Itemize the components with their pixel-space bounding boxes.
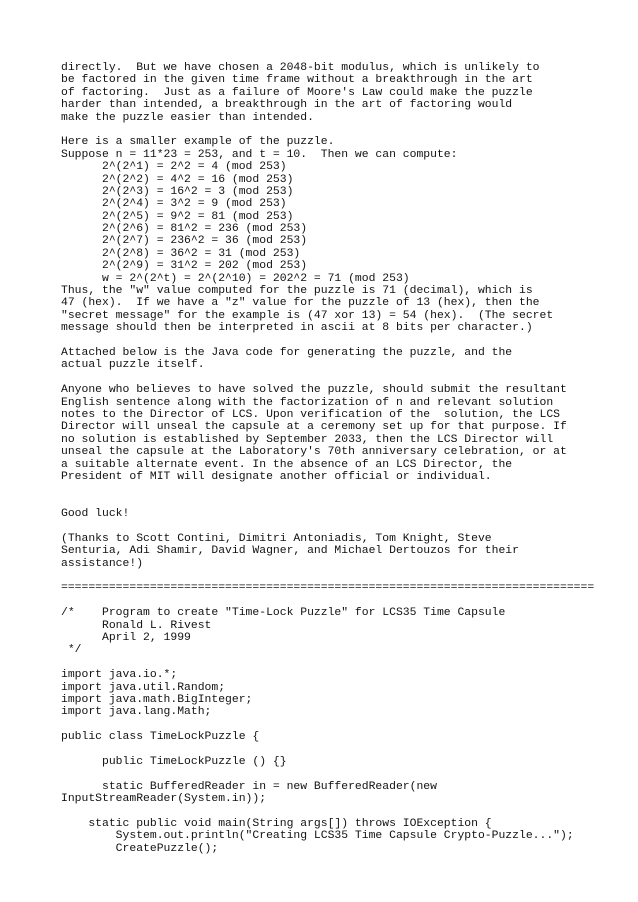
text-line: a suitable alternate event. In the absence of an LCS Director, the (61, 458, 513, 471)
text-line: Director will unseal the capsule at a ceremony set up for that purpose. If (61, 421, 567, 434)
text-line: 2^(2^7) = 236^2 = 36 (mod 253) (61, 235, 308, 248)
text-line: no solution is established by September 2033, then the LCS Director will (61, 433, 554, 446)
text-line: of factoring. Just as a failure of Moore's Law could make the puzzle (61, 86, 533, 99)
text-line: 2^(2^9) = 31^2 = 202 (mod 253) (61, 260, 308, 273)
text-line: harder than intended, a breakthrough in the art of factoring would (61, 99, 513, 112)
blank-line (61, 719, 621, 731)
text-line: 2^(2^3) = 16^2 = 3 (mod 253) (61, 185, 294, 198)
text-line: InputStreamReader(System.in)); (61, 793, 267, 806)
text-line: CreatePuzzle(); (61, 842, 219, 855)
document-page (61, 62, 621, 855)
blank-line (61, 496, 621, 508)
text-line: import java.math.BigInteger; (61, 693, 253, 706)
blank-line (61, 520, 621, 532)
text-line: actual puzzle itself. (61, 359, 205, 372)
text-line: English sentence along with the factorization of n and relevant solution (61, 396, 554, 409)
blank-line (61, 743, 621, 755)
text-line: Senturia, Adi Shamir, David Wagner, and Michael Dertouzos for their (61, 545, 519, 558)
text-line: /* Program to create "Time-Lock Puzzle" for LCS35 Time Capsule (61, 607, 506, 620)
text-line: 47 (hex). If we have a "z" value for the puzzle of 13 (hex), then the (61, 297, 540, 310)
blank-line (61, 595, 621, 607)
text-line: static BufferedReader in = new BufferedReader(new (61, 780, 437, 793)
blank-line (61, 372, 621, 384)
text-line: message should then be interpreted in ascii at 8 bits per character.) (61, 322, 533, 335)
text-line: import java.lang.Math; (61, 706, 212, 719)
text-line: President of MIT will designate another official or individual. (61, 470, 492, 483)
text-line: Ronald L. Rivest (61, 619, 212, 632)
text-line: */ (61, 644, 82, 657)
text-line: directly. But we have chosen a 2048-bit modulus, which is unlikely to (61, 62, 540, 74)
blank-line (61, 657, 621, 669)
text-line: 2^(2^2) = 4^2 = 16 (mod 253) (61, 173, 294, 186)
text-line: Attached below is the Java code for generating the puzzle, and the (61, 346, 513, 359)
blank-line (61, 570, 621, 582)
text-line: Suppose n = 11*23 = 253, and t = 10. Then we can compute: (61, 148, 458, 161)
text-line: Here is a smaller example of the puzzle. (61, 136, 335, 149)
text-line: make the puzzle easier than intended. (61, 111, 314, 124)
text-line: April 2, 1999 (61, 631, 191, 644)
text-line: notes to the Director of LCS. Upon verification of the solution, the LCS (61, 408, 560, 421)
text-line: (Thanks to Scott Contini, Dimitri Antoniadis, Tom Knight, Steve (61, 532, 492, 545)
text-line: import java.util.Random; (61, 681, 226, 694)
text-line: unseal the capsule at the Laboratory's 70th anniversary celebration, or at (61, 446, 567, 459)
text-line: 2^(2^4) = 3^2 = 9 (mod 253) (61, 198, 287, 211)
text-line: 2^(2^1) = 2^2 = 4 (mod 253) (61, 161, 287, 174)
text-line: 2^(2^6) = 81^2 = 236 (mod 253) (61, 223, 308, 236)
text-line: Thus, the "w" value computed for the puzzle is 71 (decimal), which is (61, 285, 533, 298)
text-line: System.out.println("Creating LCS35 Time Capsule Crypto-Puzzle..."); (61, 830, 574, 843)
text-line: static public void main(String args[]) throws IOException { (61, 817, 492, 830)
text-line: 2^(2^5) = 9^2 = 81 (mod 253) (61, 210, 294, 223)
text-line: Anyone who believes to have solved the puzzle, should submit the resultant (61, 384, 567, 397)
text-line: "secret message" for the example is (47 xor 13) = 54 (hex). (The secret (61, 309, 554, 322)
text-line: be factored in the given time frame without a breakthrough in the art (61, 74, 533, 87)
text-line: 2^(2^8) = 36^2 = 31 (mod 253) (61, 247, 301, 260)
blank-line (61, 335, 621, 347)
text-line: w = 2^(2^t) = 2^(2^10) = 202^2 = 71 (mod 253) (61, 272, 410, 285)
text-line: ============================================================================== (61, 582, 595, 595)
text-line: Good luck! (61, 508, 130, 521)
text-line: public class TimeLockPuzzle { (61, 731, 260, 744)
text-line: assistance!) (61, 557, 144, 570)
text-line: import java.io.*; (61, 669, 178, 682)
blank-line (61, 805, 621, 817)
blank-line (61, 124, 621, 136)
blank-line (61, 483, 621, 495)
text-line: public TimeLockPuzzle () {} (61, 755, 287, 768)
blank-line (61, 768, 621, 780)
